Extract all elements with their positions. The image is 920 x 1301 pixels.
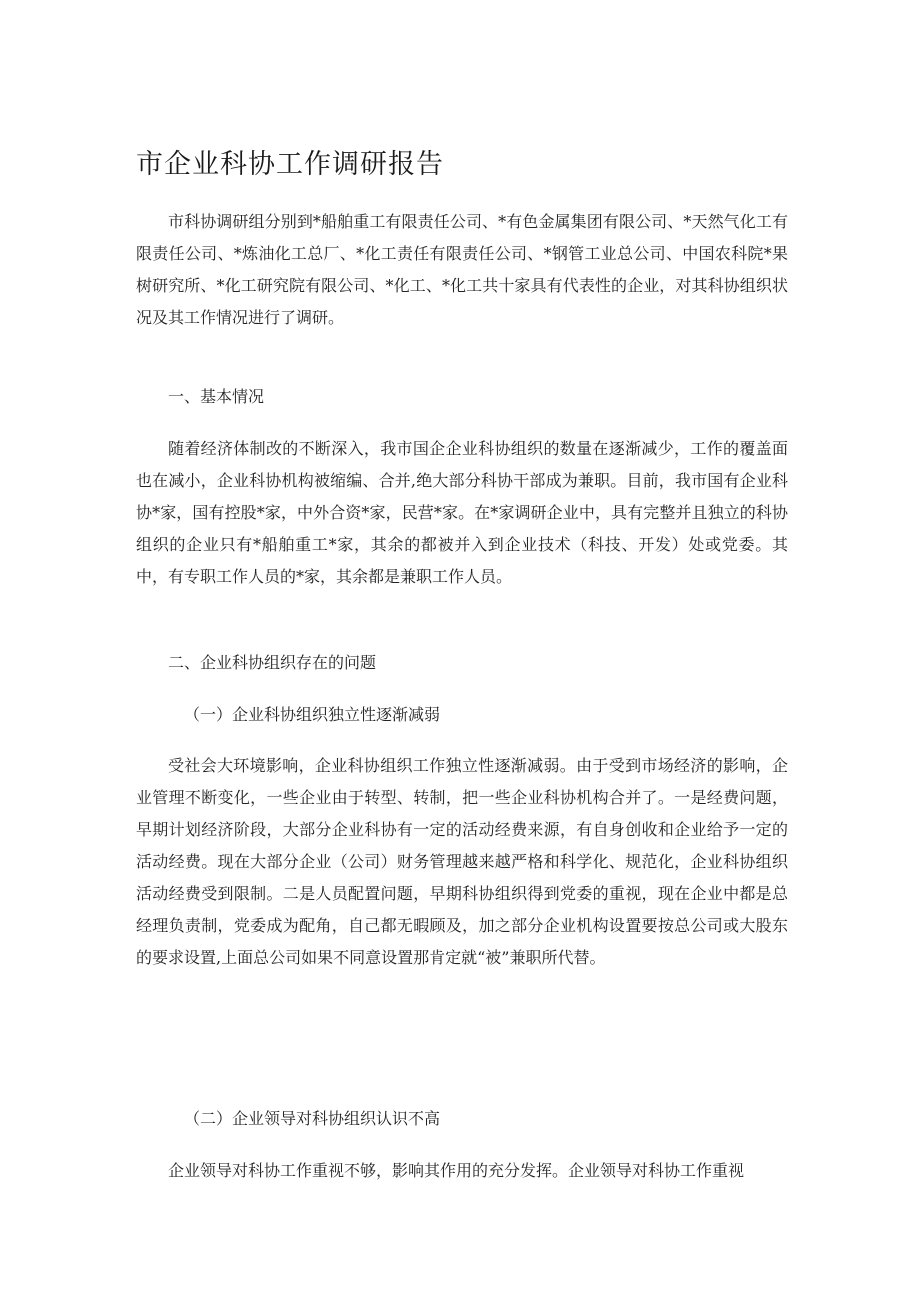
section-heading-problems: 二、企业科协组织存在的问题 (168, 653, 377, 672)
subsection-heading-leadership: （二）企业领导对科协组织认识不高 (184, 1109, 441, 1128)
subsection-heading-independence: （一）企业科协组织独立性逐渐减弱 (184, 705, 441, 724)
section-heading-basic-situation: 一、基本情况 (168, 387, 265, 406)
subsection-leadership-paragraph: 企业领导对科协工作重视不够，影响其作用的充分发挥。企业领导对科协工作重视 (168, 1161, 745, 1180)
subsection-independence-paragraph: 受社会大环境影响，企业科协组织工作独立性逐渐减弱。由于受到市场经济的影响，企业管理不断变化，一些企业由于转型、转制，把一些企业科协机构合并了。一是经费问题，早期计划经济阶段，大部分企业科协有一定的活动经费来源，有自身创收和企业给予一定的活动经费。现在大部分企业（公司）财务管理越来越严格和科学化、规范化，企业科协组织活动经费受到限制。二是人员配置问题，早期科协组织得到党委的重视，现在企业中都是总经理负责制，党委成为配角，自己都无暇顾及，加之部分企业机构设置要按总公司或大股东的要求设置,上面总公司如果不同意设置那肯定就“被”兼职所代替。 (136, 756, 788, 967)
section-basic-situation-paragraph: 随着经济体制改的不断深入，我市国企企业科协组织的数量在逐渐减少，工作的覆盖面也在减小，企业科协机构被缩编、合并,绝大部分科协干部成为兼职。目前，我市国有企业科协*家，国有控股*家，中外合资*家，民营*家。在*家调研企业中，具有完整并且独立的科协组织的企业只有*船舶重工*家，其余的都被并入到企业技术（科技、开发）处或党委。其中，有专职工作人员的*家，其余都是兼职工作人员。 (136, 439, 788, 586)
intro-paragraph: 市科协调研组分别到*船舶重工有限责任公司、*有色金属集团有限公司、*天然气化工有限责任公司、*炼油化工总厂、*化工责任有限责任公司、*钢管工业总公司、中国农科院*果树研究所、*化工研究院有限公司、*化工、*化工共十家具有代表性的企业，对其科协组织状况及其工作情况进行了调研。 (136, 212, 788, 327)
document-title: 市企业科协工作调研报告 (136, 149, 444, 180)
